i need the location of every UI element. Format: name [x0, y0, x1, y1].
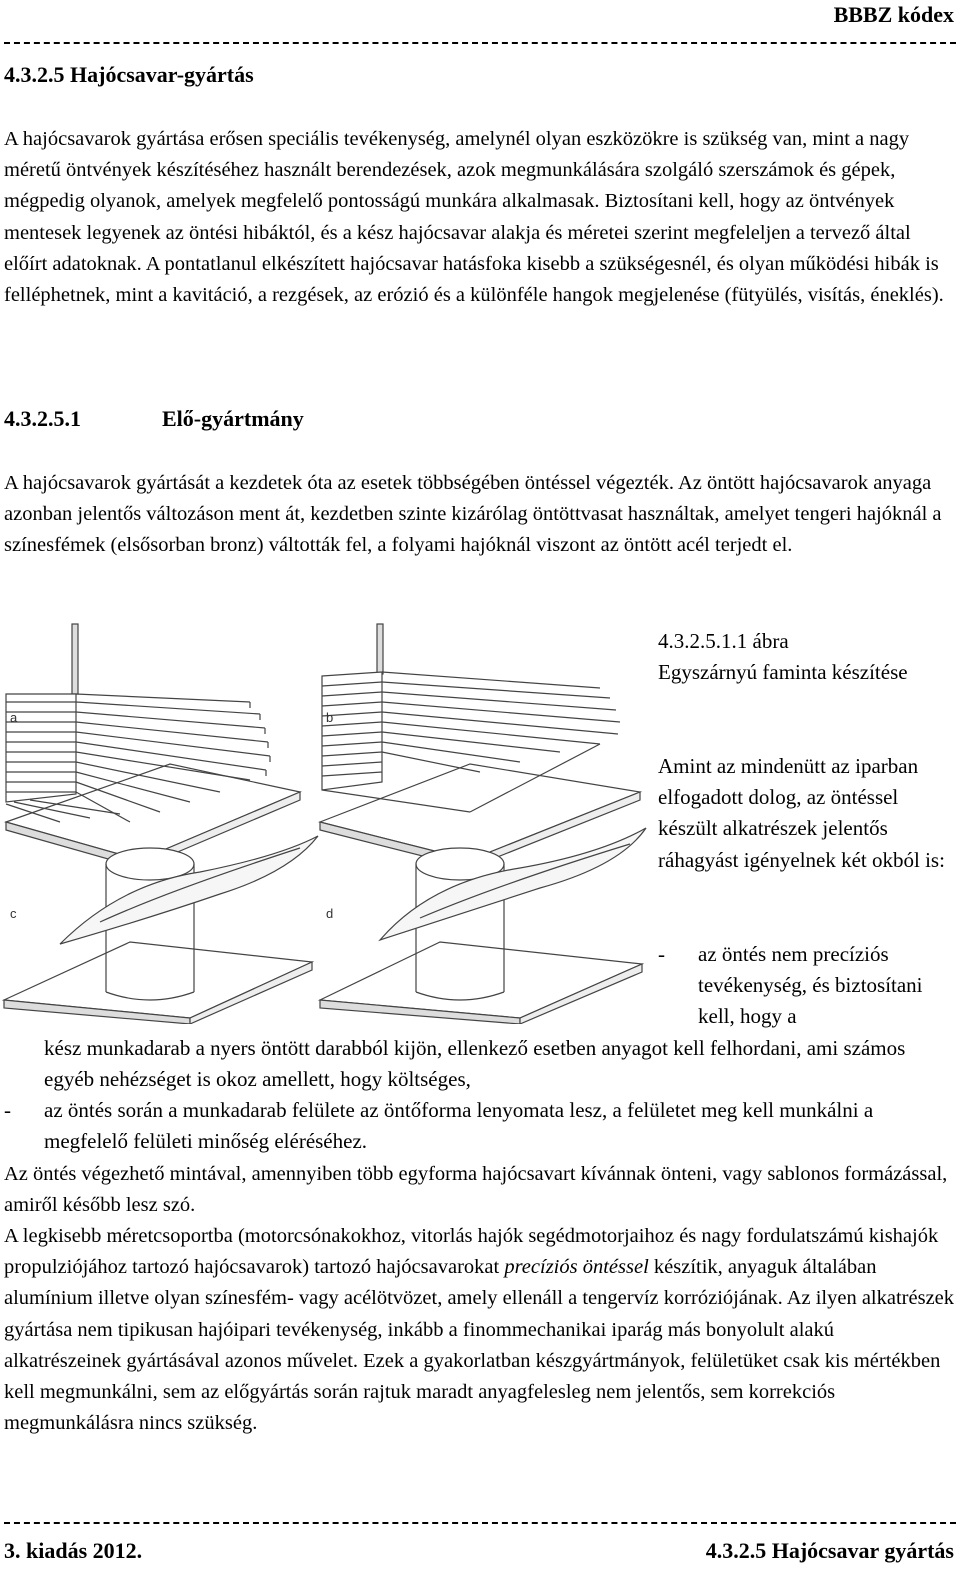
panel-label-c: c: [10, 906, 17, 921]
intro-paragraph: A hajócsavarok gyártása erősen speciális tevékenység, amelynél olyan eszközökre is szükség van, mint a nagy méretű öntvények készítéséhez használt berendezések, azok megmunkálására szolgáló szerszámok és gépek, mégpedig olyanok, amelyek megfelelő pontosságú munkára alkalmasak. Biztosítani kell, hogy az öntvények mentesek legyenek az öntési hibáktól, és a kész hajócsavar alakja és méretei szerint megfeleljen a tervező által előírt adatoknak. A pontatlanul elkészített hajócsavar hatásfoka kisebb a szükségesnél, és olyan működési hibák is felléphetnek, mint a kavitáció, a rezgések, az erózió és a különféle hangok megjelenése (fütyülés, visítás, éneklés).: [4, 128, 944, 307]
section-title: 4.3.2.5 Hajócsavar-gyártás: [4, 62, 254, 87]
subsection-paragraph: A hajócsavarok gyártását a kezdetek óta az esetek többségében öntéssel végezték. Az öntött hajócsavarok anyaga azonban jelentős változáson ment át, kezdetben szinte kizárólag öntöttvasat használtak, amelyet tengeri hajóknál a színesfémek (elsősorban bronz) váltották fel, a folyami hajóknál viszont az öntött acél terjedt el.: [4, 472, 942, 557]
figure-panel-b: [320, 624, 640, 868]
paragraph-4: [4, 1221, 956, 1439]
header-code: BBBZ kódex: [833, 2, 954, 27]
subsection-number: 4.3.2.5.1: [4, 406, 81, 431]
footer-section: 4.3.2.5 Hajócsavar gyártás: [705, 1538, 954, 1563]
panel-label-a: a: [10, 710, 18, 725]
figure-caption-number: 4.3.2.5.1.1 ábra: [658, 629, 789, 653]
side-paragraph: Amint az mindenütt az iparban elfogadott dolog, az öntéssel készült alkatrészek jelentős ráhagyást igényelnek két okból is:: [658, 754, 945, 872]
bullet-dash-1: -: [658, 942, 665, 966]
paragraph-4-part1: A legkisebb méretcsoportba (motorcsónakokhoz, vitorlás hajók segédmotorjaihoz és nagy fordulatszámú kishajók propulziójához tartozó hajócsavarok) tartozó hajócsavarokat: [4, 1225, 939, 1279]
propeller-pattern-figure: [0, 622, 648, 1024]
footer-divider: [4, 1522, 956, 1530]
bullet-item-2: az öntés során a munkadarab felülete az öntőforma lenyomata lesz, a felületet meg kell munkálni a megfelelő felületi minőség eléréséhez.: [44, 1098, 874, 1154]
header-divider: [4, 42, 956, 50]
figure-panel-a: [6, 624, 300, 868]
figure-panel-c: [4, 836, 318, 1024]
footer-edition: 3. kiadás 2012.: [4, 1538, 143, 1563]
figure-panel-d: [320, 828, 646, 1024]
figure-caption: [658, 626, 954, 688]
subsection-title: Elő-gyártmány: [162, 406, 304, 431]
paragraph-3: Az öntés végezhető mintával, amennyiben több egyforma hajócsavart kívánnak önteni, vagy sablonos formázással, amiről később lesz szó.: [4, 1163, 948, 1217]
panel-label-b: b: [326, 710, 334, 725]
figure-caption-title: Egyszárnyú faminta készítése: [658, 660, 908, 685]
panel-label-d: d: [326, 906, 334, 921]
paragraph-4-part2: készítik, anyaguk általában alumínium illetve olyan színesfém- vagy acélötvözet, amely ellenáll a tengervíz korróziójának. Az ilyen alkatrészek gyártása nem tipikusan hajóipari tevékenység, inkább a finommechanikai iparág más bonyolult alakú alkatrészeinek gyártásával azonos művelet. Ezek a gyakorlatban készgyártmányok, felületüket csak kis mértékben kell megmunkálni, sem az előgyártás során rajtuk maradt anyagfelesleg nem jelentős, sem korrekciós megmunkálásra nincs szükség.: [4, 1256, 955, 1435]
paragraph-4-emphasis: precíziós öntéssel: [504, 1256, 649, 1279]
bullet-item-1-continued: kész munkadarab a nyers öntött darabból kijön, ellenkező esetben anyagot kell felhordani, ami számos egyéb nehézséget is okoz amellett, hogy költséges,: [44, 1036, 906, 1092]
bullet-dash-2: -: [4, 1098, 11, 1122]
bullet-item-1-start: az öntés nem precíziós tevékenység, és biztosítani kell, hogy a: [698, 942, 923, 1029]
